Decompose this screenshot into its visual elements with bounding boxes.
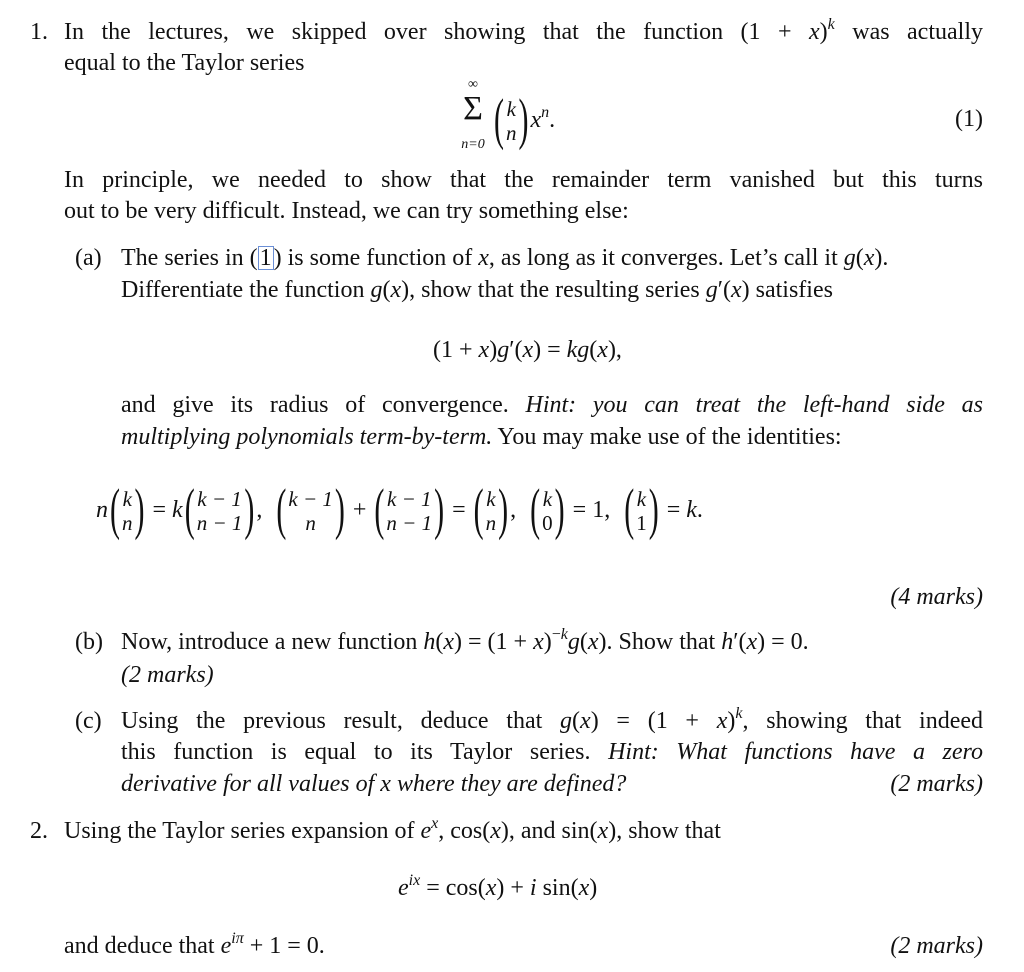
text-segment: ′( [509,337,523,363]
q1-line-2 [64,48,983,78]
text-segment: where they are defined? [390,771,627,797]
math-segment: x [478,245,489,271]
part-a-line-2 [121,275,983,305]
math-segment: x [478,337,490,363]
text-segment: equal to the Taylor series [64,50,305,76]
text-segment: ( [572,708,581,734]
text-segment: Using the previous result, deduce that [121,708,561,734]
part-a-label: (a) [75,245,102,271]
text-segment: In the lectures, we skipped over showing that the function (1 + [64,19,809,45]
text-segment: + 1 = 0. [243,933,325,959]
math-segment: x [716,708,728,734]
text-segment: out to be very difficult. Instead, we can try something else: [64,198,629,224]
text-segment: ) + [496,875,530,901]
math-segment: x [380,771,391,797]
math-segment: ix [408,872,421,889]
text-segment: and give its radius of convergence. [121,392,526,418]
text-segment: ) [727,708,736,734]
math-segment: x [809,19,820,45]
math-segment: i [529,875,537,901]
part-a-marks: (4 marks) [890,584,983,610]
text-segment: is some function of [281,245,479,271]
text-segment: , as long as it converges. Let’s call it [488,245,844,271]
math-segment: g [567,629,580,655]
text-segment: ( [382,277,391,303]
text-segment: ( [855,245,864,271]
math-segment: x [597,818,609,844]
math-segment: x [578,875,590,901]
text-segment: ) [543,629,552,655]
text-segment: Hint: What functions have a zero [608,739,984,765]
math-segment: e [398,875,409,901]
math-segment: g [705,277,718,303]
math-segment: k [560,626,568,643]
math-segment: g [560,708,573,734]
equation-number: (1) [955,106,983,132]
math-segment: x [443,629,455,655]
text-segment: was actually [834,19,983,45]
text-segment: ), [607,337,622,363]
math-segment: k [827,16,835,33]
sum-symbol: Σ [463,90,483,127]
sum-upper: ∞ [468,77,478,92]
q2-equation [398,873,597,903]
text-segment: ) = 0. [757,629,809,655]
math-segment: kg [566,337,590,363]
text-segment: ), show that [608,818,721,844]
math-segment: x [587,629,599,655]
sum-lower: n=0 [461,137,485,152]
text-segment: = cos( [420,875,486,901]
text-segment: ′( [717,277,731,303]
math-segment: e [420,818,432,844]
part-a-line-3 [121,390,983,420]
part-c-marks: (2 marks) [890,771,983,797]
math-segment: x [533,629,544,655]
math-segment: x [431,815,439,832]
q1-line-3 [64,165,983,195]
math-segment: x [580,708,591,734]
text-segment: ( [579,629,588,655]
part-c-line-3 [121,769,983,799]
text-segment: ′( [733,629,747,655]
text-segment: , showing that indeed [742,708,984,734]
question-2-label: 2. [30,818,48,844]
math-segment: k [735,705,743,722]
text-segment: (1 + [433,337,479,363]
part-b-line-1 [121,627,983,657]
text-segment: You may make use of the identities: [492,424,842,450]
text-segment: Hint: you can treat the left-hand side as [525,392,983,418]
text-segment: ), show that the resulting series [401,277,706,303]
text-segment: ). [874,245,889,271]
math-segment: x [863,245,875,271]
text-segment: multiplying polynomials term-by-term. [121,424,493,450]
text-segment: ). Show that [598,629,722,655]
text-segment: ), and sin( [500,818,598,844]
text-segment: Differentiate the function [121,277,371,303]
text-segment: ) [589,875,598,901]
q2-line-2 [64,931,983,961]
part-a-line-1: The series in (1) is some function of x, as long as it converges. Let’s call it g(x). [121,245,889,271]
text-segment: The series in [121,245,250,271]
part-a-line-4 [121,422,983,452]
text-segment: Using the Taylor series expansion of [64,818,421,844]
text-segment: this function is equal to its Taylor series. [121,739,609,765]
math-segment: g [370,277,383,303]
part-c-label: (c) [75,708,102,734]
text-segment: Now, introduce a new function [121,629,424,655]
math-segment: x [730,277,742,303]
math-segment: g [497,337,510,363]
text-segment: sin( [536,875,579,901]
text-segment: derivative for all values of [121,771,381,797]
math-segment: − [551,626,561,643]
part-c-line-1 [121,706,983,736]
math-segment: e [220,933,232,959]
part-b-label: (b) [75,629,103,655]
math-segment: g [843,245,856,271]
q1-line-4 [64,196,983,226]
binomial-k-n: ( k n ) [494,89,529,152]
binomial-identities: n ( k n ) = k ( k − 1 n − 1 ) , ( k − 1 n ) + ( k − 1 n − 1 ) = ( k n ) , ( k 0 ) = 1, ( k 1 ) = k. [96,479,703,542]
text-segment: , cos( [438,818,491,844]
text-segment: ) = (1 + [454,629,534,655]
text-segment: ( [589,337,598,363]
text-segment: ) [489,337,498,363]
math-segment: x [485,875,497,901]
text-segment: In principle, we needed to show that the remainder term vanished but this turns [64,167,983,193]
math-segment: h [721,629,734,655]
text-segment: ) = [533,337,567,363]
text-segment: ) satisfies [741,277,833,303]
part-c-line-2 [121,737,983,767]
text-segment: ) = (1 + [590,708,717,734]
part-b-marks: (2 marks) [121,662,214,688]
q2-marks: (2 marks) [890,933,983,959]
q1-line-1 [64,17,983,47]
text-segment: ( [435,629,444,655]
math-segment: x [390,277,402,303]
math-segment: h [423,629,436,655]
text-segment: and deduce that [64,933,221,959]
q2-line-1 [64,816,983,846]
math-segment: x [597,337,608,363]
part-a-equation [433,335,622,365]
question-1-label: 1. [30,19,48,45]
math-segment: x [522,337,534,363]
equation-reference-link[interactable]: 1 [259,245,272,271]
math-segment: iπ [231,930,244,947]
math-segment: x [746,629,758,655]
math-segment: x [490,818,501,844]
text-segment: ) [819,19,828,45]
